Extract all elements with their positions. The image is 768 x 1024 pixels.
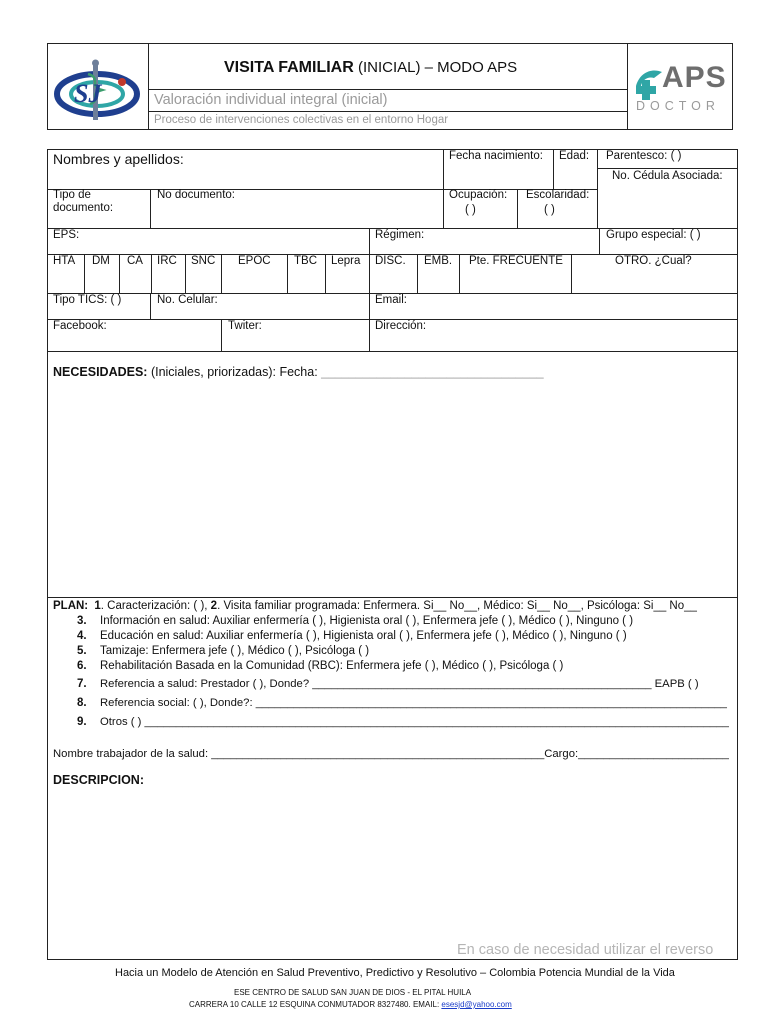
doctor-logo-text: DOCTOR bbox=[636, 99, 720, 113]
col-direccion bbox=[369, 319, 370, 351]
cedula-asociada-label[interactable]: No. Cédula Asociada: bbox=[612, 170, 723, 182]
plan-text-3: Información en salud: Auxiliar enfermería ( ), Higienista oral ( ), Enfermera jefe ( ), Médico ( ), Ninguno ( ) bbox=[100, 615, 634, 627]
escolaridad-paren[interactable]: ( ) bbox=[544, 204, 555, 216]
form-subtitle-2: Proceso de intervenciones colectivas en el entorno Hogar bbox=[154, 114, 449, 126]
form-title-bold: VISITA FAMILIAR bbox=[224, 59, 354, 76]
row-line-6 bbox=[47, 351, 738, 352]
plan-text-6: Rehabilitación Basada en la Comunidad (RBC): Enfermera jefe ( ), Médico ( ), Psicóloga ( ) bbox=[100, 660, 564, 672]
cond-sep-6 bbox=[287, 254, 288, 293]
plan-text-2: . Visita familiar programada: Enfermera. Si__ No__, Médico: Si__ No__, Psicóloga: Si__ No__ bbox=[217, 600, 697, 612]
cond-sep-9 bbox=[417, 254, 418, 293]
header-divider-left bbox=[148, 43, 149, 130]
footer-entity: ESE CENTRO DE SALUD SAN JUAN DE DIOS - EL PITAL HUILA bbox=[234, 988, 472, 997]
row-line-1b bbox=[597, 168, 738, 169]
plan-num-2: 2 bbox=[210, 600, 218, 612]
header-line-2 bbox=[148, 111, 627, 112]
col-5 bbox=[517, 189, 518, 228]
descripcion-label: DESCRIPCION: bbox=[53, 773, 144, 787]
clinic-logo bbox=[52, 56, 142, 126]
grupo-especial-label[interactable]: Grupo especial: ( ) bbox=[606, 229, 701, 241]
plan-num-9: 9. bbox=[77, 716, 87, 728]
plan-num-8: 8. bbox=[77, 697, 87, 709]
twitter-label[interactable]: Twiter: bbox=[228, 320, 262, 332]
cond-sep-4 bbox=[185, 254, 186, 293]
ocupacion-label[interactable]: Ocupación: bbox=[449, 189, 508, 201]
condition-disc[interactable]: DISC. bbox=[375, 255, 406, 267]
col-7 bbox=[599, 228, 600, 254]
nombres-label[interactable]: Nombres y apellidos: bbox=[53, 151, 184, 167]
footer-slogan: Hacia un Modelo de Atención en Salud Preventivo, Predictivo y Resolutivo – Colombia Potencia Mundial de la Vida bbox=[115, 967, 675, 979]
condition-snc[interactable]: SNC bbox=[191, 255, 216, 267]
necesidades-area[interactable] bbox=[50, 384, 734, 594]
aps-doctor-logo bbox=[632, 62, 730, 118]
form-subtitle: Valoración individual integral (inicial) bbox=[154, 92, 388, 108]
tipo-documento-label-1[interactable]: Tipo de bbox=[53, 189, 91, 201]
cond-sep-10 bbox=[459, 254, 460, 293]
celular-label[interactable]: No. Celular: bbox=[157, 294, 218, 306]
necesidades-date-line[interactable]: ________________________________ bbox=[321, 365, 544, 379]
email-label[interactable]: Email: bbox=[375, 294, 407, 306]
col-6 bbox=[369, 228, 370, 254]
necesidades-rest: (Iniciales, priorizadas): Fecha: bbox=[147, 365, 322, 379]
reverso-note: En caso de necesidad utilizar el reverso bbox=[457, 942, 714, 958]
cond-sep-8 bbox=[369, 254, 370, 293]
plan-text-8: Referencia social: ( ), Donde?: ___________________________________________________________________________ bbox=[100, 697, 727, 709]
plan-text-9: Otros ( ) _____________________________________________________________________________________________ bbox=[100, 716, 729, 728]
plan-num-3: 3. bbox=[77, 615, 87, 627]
necesidades-label: NECESIDADES: bbox=[53, 365, 148, 379]
edad-label[interactable]: Edad: bbox=[559, 150, 590, 162]
tipo-documento-label-2[interactable]: documento: bbox=[53, 202, 114, 214]
form-title-rest: (INICIAL) – MODO APS bbox=[353, 59, 518, 76]
plan-num-6: 6. bbox=[77, 660, 87, 672]
cond-sep-2 bbox=[119, 254, 120, 293]
condition-epoc[interactable]: EPOC bbox=[238, 255, 271, 267]
cond-sep-11 bbox=[571, 254, 572, 293]
cond-sep-7 bbox=[325, 254, 326, 293]
plan-text-5: Tamizaje: Enfermera jefe ( ), Médico ( ), Psicóloga ( ) bbox=[100, 645, 370, 657]
row-line-1 bbox=[47, 189, 597, 190]
condition-emb[interactable]: EMB. bbox=[424, 255, 453, 267]
condition-ca[interactable]: CA bbox=[127, 255, 143, 267]
condition-hta[interactable]: HTA bbox=[53, 255, 76, 267]
header-line-1 bbox=[148, 89, 627, 90]
direccion-label[interactable]: Dirección: bbox=[375, 320, 427, 332]
svg-text:SJ: SJ bbox=[74, 79, 102, 108]
condition-lepra[interactable]: Lepra bbox=[331, 255, 361, 267]
footer-address-text: CARRERA 10 CALLE 12 ESQUINA CONMUTADOR 8327480. EMAIL: bbox=[189, 1000, 442, 1009]
no-documento-label[interactable]: No documento: bbox=[157, 189, 235, 201]
col-3 bbox=[597, 149, 598, 228]
necesidades-heading bbox=[53, 365, 544, 379]
condition-pte-frecuente[interactable]: Pte. FRECUENTE bbox=[469, 255, 563, 267]
tipo-tics-label[interactable]: Tipo TICS: ( ) bbox=[53, 294, 122, 306]
trabajador-line[interactable]: Nombre trabajador de la salud: _____________________________________________________Cargo:________________________ bbox=[53, 748, 729, 760]
col-email bbox=[369, 293, 370, 319]
plan-text-1: . Caracterización: ( ), bbox=[100, 600, 211, 612]
footer-address bbox=[189, 1000, 512, 1010]
escolaridad-label[interactable]: Escolaridad: bbox=[526, 189, 590, 201]
clinic-logo-icon bbox=[52, 56, 142, 126]
header-divider-right bbox=[627, 43, 628, 130]
footer-email-link[interactable]: esesjd@yahoo.com bbox=[441, 1000, 512, 1009]
plan-text-4: Educación en salud: Auxiliar enfermería ( ), Higienista oral ( ), Enfermera jefe ( ), Médico ( ), Ninguno ( ) bbox=[100, 630, 627, 642]
facebook-label[interactable]: Facebook: bbox=[53, 320, 107, 332]
col-1 bbox=[443, 149, 444, 228]
fecha-nacimiento-label[interactable]: Fecha nacimiento: bbox=[449, 150, 543, 162]
aps-logo-text: APS bbox=[662, 61, 727, 94]
plan-label: PLAN: bbox=[53, 600, 89, 612]
col-4 bbox=[150, 189, 151, 228]
plan-num-5: 5. bbox=[77, 645, 87, 657]
col-2 bbox=[553, 149, 554, 189]
condition-dm[interactable]: DM bbox=[92, 255, 110, 267]
plan-num-7: 7. bbox=[77, 678, 87, 690]
condition-otro[interactable]: OTRO. ¿Cual? bbox=[615, 255, 692, 267]
row-line-7 bbox=[47, 597, 738, 598]
plan-line-1 bbox=[53, 600, 697, 613]
plan-text-7: Referencia a salud: Prestador ( ), Donde? ______________________________________________________ EAPB ( ) bbox=[100, 678, 699, 690]
parentesco-label[interactable]: Parentesco: ( ) bbox=[606, 150, 682, 162]
col-twitter bbox=[221, 319, 222, 351]
plan-num-1: 1 bbox=[94, 600, 101, 612]
descripcion-area[interactable] bbox=[50, 790, 734, 940]
ocupacion-paren[interactable]: ( ) bbox=[465, 204, 476, 216]
form-title bbox=[224, 58, 517, 77]
plan-num-4: 4. bbox=[77, 630, 87, 642]
condition-tbc[interactable]: TBC bbox=[294, 255, 317, 267]
regimen-label[interactable]: Régimen: bbox=[375, 229, 425, 241]
col-tics bbox=[150, 293, 151, 319]
eps-label[interactable]: EPS: bbox=[53, 229, 80, 241]
cond-sep-3 bbox=[151, 254, 152, 293]
cond-sep-5 bbox=[221, 254, 222, 293]
cond-sep-1 bbox=[84, 254, 85, 293]
condition-irc[interactable]: IRC bbox=[157, 255, 177, 267]
